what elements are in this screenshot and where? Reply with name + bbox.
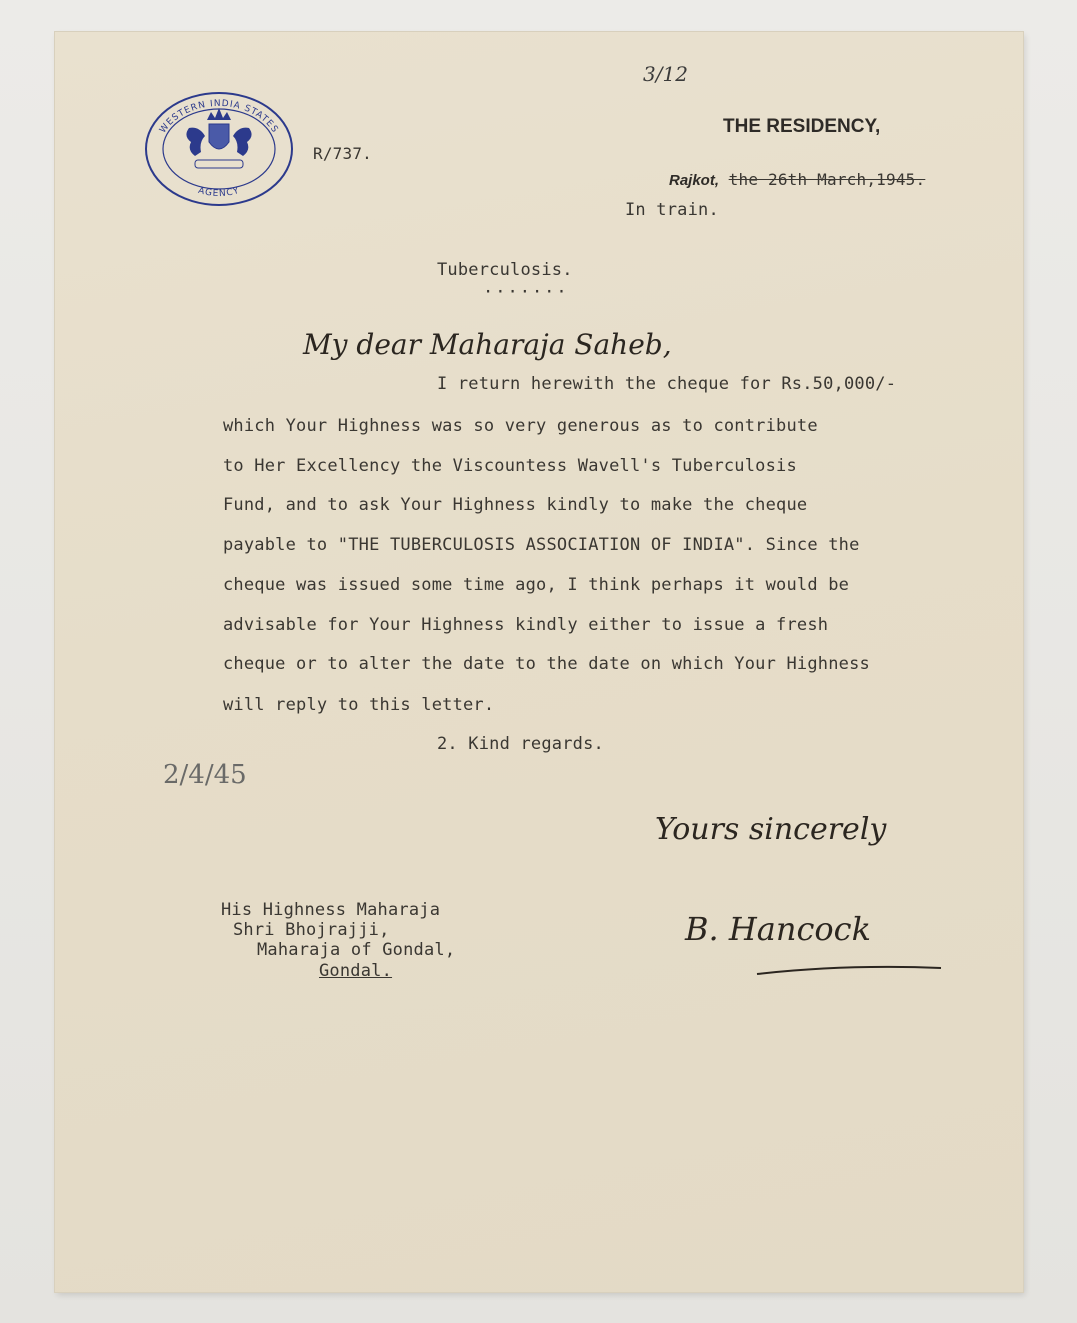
body-line-6: cheque was issued some time ago, I think perhaps it would be [223,575,850,595]
residency-heading: THE RESIDENCY, [723,116,881,137]
svg-text:AGENCY [197,186,241,199]
addressee-line-2: Shri Bhojrajji, [233,920,390,940]
struck-date: the 26th March,1945. [728,170,926,189]
body-line-8: cheque or to alter the date to the date on which Your Highness [223,654,870,674]
body-line-3: to Her Excellency the Viscountess Wavell's Tuberculosis [223,456,797,476]
subject-dots: ······· [483,282,569,302]
seal-bottom-text: AGENCY [197,185,241,200]
body-line-7: advisable for Your Highness kindly either to issue a fresh [223,615,829,635]
body-line-2: which Your Highness was so very generous as to contribute [223,416,818,436]
body-line-5: payable to "THE TUBERCULOSIS ASSOCIATION OF INDIA". Since the [223,535,860,555]
kind-regards: 2. Kind regards. [437,734,604,754]
signature-underline [755,962,945,978]
agency-seal [143,90,295,208]
pencil-fraction-mark: 3/12 [643,62,688,86]
body-line-9: will reply to this letter. [223,695,495,715]
salutation: My dear Maharaja Saheb, [303,328,672,361]
place-date-line [669,170,925,189]
body-line-4: Fund, and to ask Your Highness kindly to make the cheque [223,495,808,515]
addressee-line-1: His Highness Maharaja [221,900,441,920]
letter-paper [55,32,1023,1292]
addressee-line-3: Maharaja of Gondal, [257,940,456,960]
place-name: Rajkot, [669,172,720,189]
reference-number: R/737. [313,144,372,163]
closing-handwritten: Yours sincerely [655,812,887,847]
in-train-note: In train. [625,200,719,220]
addressee-line-4: Gondal. [319,961,393,981]
pencil-date: 2/4/45 [163,760,247,790]
subject-title: Tuberculosis. [437,260,573,280]
seal-top-text: WESTERN INDIA STATES [158,98,280,136]
body-line-1: I return herewith the cheque for Rs.50,000/- [437,374,897,394]
signature: B. Hancock [685,910,871,948]
